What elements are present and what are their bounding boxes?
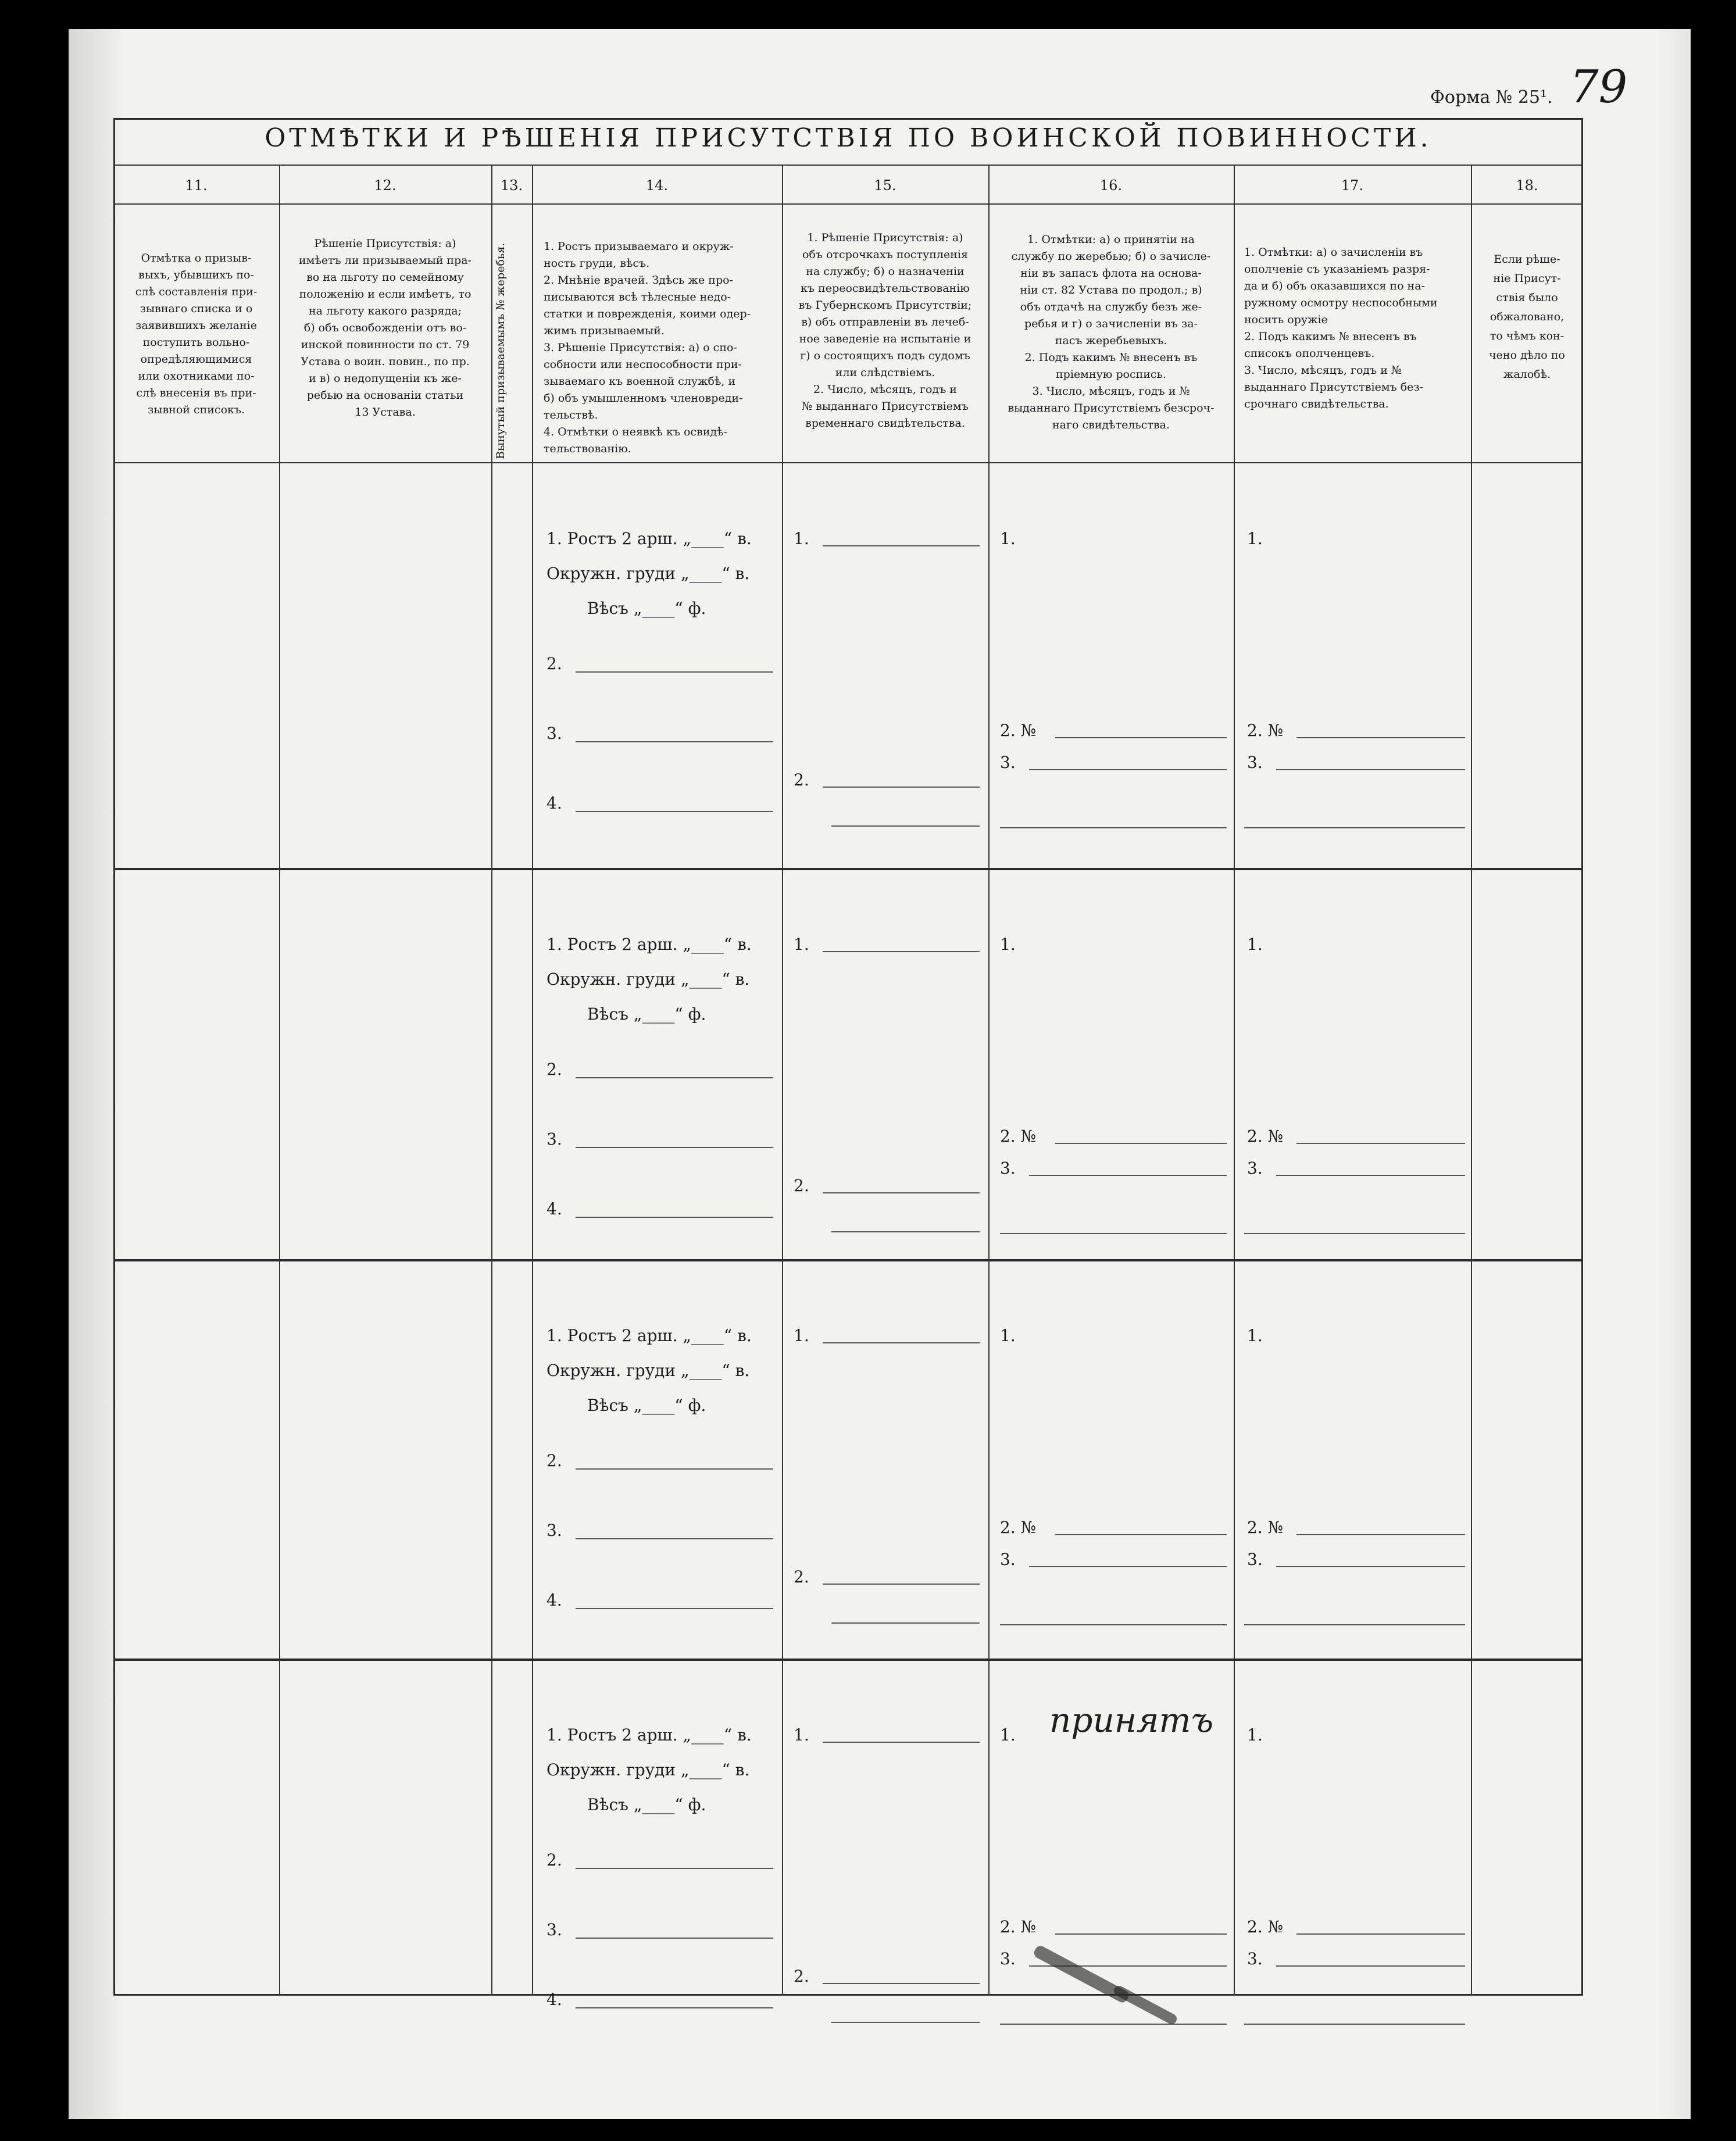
form-line-number: 2. [546,1060,562,1079]
row-divider-2 [113,1259,1583,1261]
blank-line [823,787,980,788]
col-sep-13-14 [532,165,533,1996]
header-col-12: Рѣшеніе Присутствія: а) имѣетъ ли призываемый пра- во на льготу по семейному положенію и если имѣетъ, то на льготу какого разряда; б) объ освобожденіи отъ во- инской повинности по ст. 79 Устава о воин. повин., по пр. и в) о недопущеніи къ же- ребью на основаніи статьи 13 Устава. [299,237,471,419]
form-line-okruzh: Окружн. груди „____“ в. [546,1760,750,1779]
form-line-number: 1. [1000,1326,1016,1345]
form-line-ves: Вѣсъ „____“ ф. [587,1396,706,1415]
blank-line [1296,1534,1465,1535]
header-col-11: Отмѣтка о призыв- выхъ, убывшихъ по- слѣ составленія при- зывнаго списка и о заявившихъ желаніе поступить вольно- опредѣляющимися или охотниками по- слѣ внесенія въ при- зывной списокъ. [135,252,258,416]
form-line-number: 3. [1247,753,1263,772]
form-line-ves: Вѣсъ „____“ ф. [587,1005,706,1024]
col-sep-16-17 [1234,165,1235,1996]
blank-line [1000,827,1227,828]
col-sep-15-16 [988,165,990,1996]
blank-line [1029,1566,1227,1567]
form-line-number: 3. [546,724,562,743]
form-line-number: 3. [546,1521,562,1540]
blank-line [1244,827,1465,828]
form-line-number: 3. [1000,1949,1016,1968]
blank-line [1276,1965,1465,1967]
blank-line [1029,769,1227,770]
blank-line [576,1868,773,1869]
blank-line [831,1622,980,1624]
colnum-15: 15. [874,177,896,194]
form-line-number-sign: 2. № [1000,1127,1037,1146]
blank-line [823,1742,980,1743]
form-line-number: 4. [546,1199,562,1218]
header-col-13: Вынутый призываемымъ № жеребья. [494,242,507,459]
form-line-number: 4. [546,794,562,813]
form-line-number: 3. [546,1130,562,1149]
blank-line [576,1217,773,1218]
handwritten-accepted: принятъ [1049,1700,1214,1740]
blank-line [1055,737,1227,738]
form-line-number: 3. [1000,1159,1016,1178]
form-line-number: 2. [546,654,562,673]
form-line-number: 3. [546,1920,562,1939]
form-line-number-sign: 2. № [1247,721,1284,740]
blank-line [1000,1233,1227,1234]
blank-line [1296,1933,1465,1935]
header-rule [113,462,1583,463]
blank-line [576,671,773,673]
page-number: 79 [1570,61,1628,113]
blank-line [576,1147,773,1148]
form-line-number: 2. [794,770,809,789]
form-line-rost: 1. Ростъ 2 арш. „____“ в. [546,529,752,548]
blank-line [1244,1624,1465,1625]
header-col-15: 1. Рѣшеніе Присутствія: а) объ отсрочкахъ поступленія на службу; б) о назначеніи къ переосвидѣтельствованію въ Губернскомъ Присутствіи; в) объ отправленіи въ лечеб- ное заведеніе на испытаніе и г) о состоящихъ подъ судомъ или слѣдствіемъ. 2. Число, мѣсяцъ, годъ и № выданнаго Присутствіемъ временнаго свидѣтельства. [798,231,972,430]
blank-line [1029,1175,1227,1176]
form-line-rost: 1. Ростъ 2 арш. „____“ в. [546,935,752,954]
form-line-number: 2. [794,1567,809,1586]
colnum-17: 17. [1341,177,1364,194]
blank-line [823,1983,980,1984]
colnum-12: 12. [374,177,397,194]
blank-line [576,1608,773,1609]
form-line-number: 1. [794,935,809,954]
blank-line [1244,2024,1465,2025]
form-line-ves: Вѣсъ „____“ ф. [587,1795,706,1814]
form-line-number: 1. [794,1725,809,1745]
colnum-rule [113,203,1583,205]
form-line-number: 1. [1247,529,1263,548]
form-line-number: 3. [1247,1159,1263,1178]
form-line-number: 1. [1000,935,1016,954]
form-line-number-sign: 2. № [1000,721,1037,740]
form-line-rost: 1. Ростъ 2 арш. „____“ в. [546,1725,752,1745]
form-line-okruzh: Окружн. груди „____“ в. [546,564,750,583]
blank-line [1055,1933,1227,1935]
header-col-18: Если рѣше- ніе Присут- ствія было обжаловано, то чѣмъ кон- чено дѣло по жалобѣ. [1489,253,1565,381]
col-sep-17-18 [1471,165,1472,1996]
blank-line [1000,2024,1227,2025]
colnum-18: 18. [1516,177,1538,194]
title-rule [113,165,1583,166]
col-sep-12-13 [491,165,492,1996]
form-line-number: 2. [794,1967,809,1986]
colnum-13: 13. [500,177,523,194]
colnum-11: 11. [185,177,208,194]
blank-line [1000,1624,1227,1625]
blank-line [823,951,980,952]
blank-line [576,1077,773,1078]
form-line-ves: Вѣсъ „____“ ф. [587,599,706,618]
header-col-16: 1. Отмѣтки: а) о принятіи на службу по жеребью; б) о зачисле- ніи въ запасъ флота на основа- ніи ст. 82 Устава по продол.; в) объ отдачѣ на службу безъ же- ребья и г) о зачисленіи въ за- пасъ жеребьевыхъ. 2. Подъ какимъ № внесенъ въ пріемную роспись. 3. Число, мѣсяцъ, годъ и № выданнаго Присутствіемъ безсроч- наго свидѣтельства. [1008,233,1215,431]
blank-line [1276,1175,1465,1176]
blank-line [823,545,980,546]
header-col-17: 1. Отмѣтки: а) о зачисленіи въ ополченіе съ указаніемъ разря- да и б) объ оказавшихся по на- ружному осмотру неспособными носить оружіе 2. Подъ какимъ № внесенъ въ списокъ ополченцевъ. 3. Число, мѣсяцъ, годъ и № выданнаго Присутствіемъ без- срочнаго свидѣтельства. [1244,246,1438,410]
blank-line [1244,1233,1465,1234]
colnum-16: 16. [1099,177,1123,194]
form-line-number: 3. [1247,1949,1263,1968]
form-line-number: 2. [546,1451,562,1470]
blank-line [831,2022,980,2023]
form-line-number: 1. [1247,1326,1263,1345]
form-line-number: 1. [1247,935,1263,954]
form-line-number: 2. [794,1176,809,1195]
blank-line [1276,1566,1465,1567]
form-line-number: 1. [1000,529,1016,548]
blank-line [576,1938,773,1939]
form-line-number: 1. [794,1326,809,1345]
form-number: Форма № 25¹. [1430,87,1553,108]
blank-line [823,1192,980,1193]
blank-line [1296,737,1465,738]
form-line-number: 4. [546,1990,562,2009]
row-divider-1 [113,868,1583,870]
blank-line [576,2007,773,2008]
form-line-number: 1. [1247,1725,1263,1745]
form-line-rost: 1. Ростъ 2 арш. „____“ в. [546,1326,752,1345]
col-sep-11-12 [279,165,280,1996]
blank-line [823,1342,980,1343]
header-col-14: 1. Ростъ призываемаго и окруж- ность груди, вѣсъ. 2. Мнѣніе врачей. Здѣсь же про- писываются всѣ тѣлесные недо- статки и поврежденія, коими одер- жимъ призываемый. 3. Рѣшеніе Присутствія: а) о спо- собности или неспособности при- зываемаго къ военной службѣ, и б) объ умышленномъ членовреди- тельствѣ. 4. Отмѣтки о неявкѣ къ освидѣ- тельствованію. [544,240,751,455]
blank-line [576,741,773,742]
form-line-number: 3. [1000,753,1016,772]
blank-line [831,825,980,827]
blank-line [576,1538,773,1539]
form-line-number: 1. [794,529,809,548]
page-fold [1656,29,1736,2119]
blank-line [1055,1143,1227,1144]
blank-line [823,1584,980,1585]
form-line-okruzh: Окружн. груди „____“ в. [546,970,750,989]
form-line-number: 3. [1247,1550,1263,1569]
form-line-number: 3. [1000,1550,1016,1569]
blank-line [1296,1143,1465,1144]
row-divider-3 [113,1659,1583,1661]
form-line-number: 4. [546,1590,562,1610]
col-sep-14-15 [782,165,783,1996]
form-line-number-sign: 2. № [1247,1917,1284,1936]
form-line-number: 2. [546,1850,562,1870]
page-title: ОТМѢТКИ И РѢШЕНІЯ ПРИСУТСТВІЯ ПО ВОИНСКОЙ ПОВИННОСТИ. [265,123,1432,153]
blank-line [576,1468,773,1470]
blank-line [831,1231,980,1232]
blank-line [576,811,773,812]
form-line-number: 1. [1000,1725,1016,1745]
form-line-number-sign: 2. № [1000,1518,1037,1537]
form-line-okruzh: Окружн. груди „____“ в. [546,1361,750,1380]
blank-line [1276,769,1465,770]
form-line-number-sign: 2. № [1247,1127,1284,1146]
blank-line [1055,1534,1227,1535]
colnum-14: 14. [645,177,669,194]
form-line-number-sign: 2. № [1247,1518,1284,1537]
form-line-number-sign: 2. № [1000,1917,1037,1936]
